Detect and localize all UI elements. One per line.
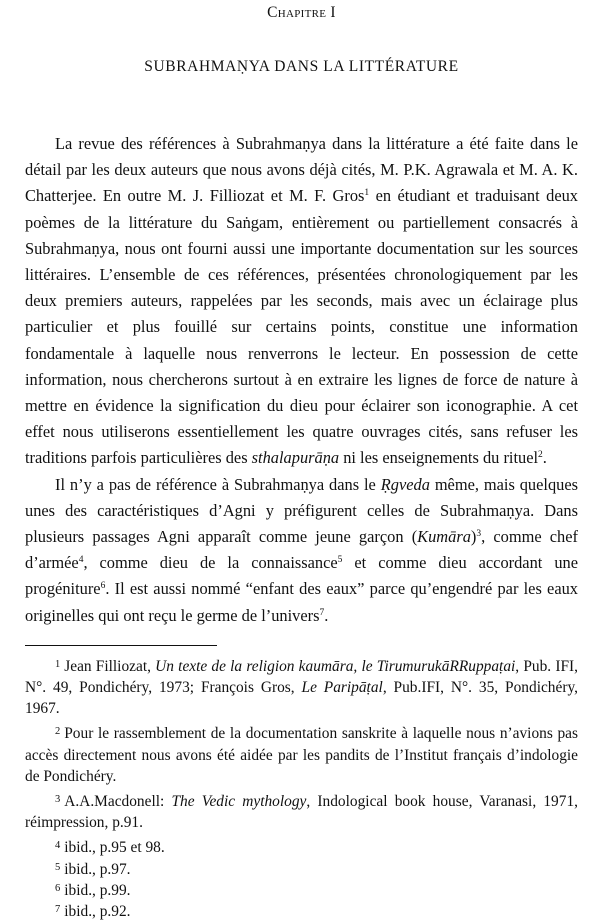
- footnote-ref: 5: [337, 555, 343, 566]
- footnote: [25, 837, 578, 858]
- footnote-ref: 4: [78, 555, 84, 566]
- italic-term: The Vedic mythology: [171, 793, 307, 811]
- footnote: [25, 656, 578, 720]
- text-run: Pour le rassemblement de la documentation sanskrite à laquelle nous n’avions pas accès directement nous avons été aidée par les pandits de l’Institut français d’indologie de Pondichéry.: [25, 725, 578, 785]
- text-run: .: [542, 448, 547, 468]
- footnote-ref: 3: [476, 529, 482, 540]
- paragraph: [25, 131, 578, 472]
- footnote-ref: 7: [319, 607, 325, 618]
- text-run: Jean Filliozat,: [64, 657, 156, 675]
- italic-term: Kumāra: [417, 527, 471, 547]
- italic-term: Le Paripāṭal: [301, 679, 383, 697]
- footnotes: [25, 656, 578, 922]
- footnote-separator: [25, 645, 217, 646]
- text-run: , Pub.IFI, N°. 35, Pondichéry, 1967.: [25, 679, 578, 718]
- footnote-number: 2: [55, 726, 61, 738]
- italic-term: Ṛgveda: [380, 474, 430, 494]
- italic-term: Un texte de la religion kaumāra, le TirumurukāRRuppaṭai: [155, 657, 516, 675]
- text-run: , comme dieu de la connaissance: [83, 553, 338, 573]
- text-run: . Il est aussi nommé “enfant des eaux” parce qu’engendré par les eaux originelles qui ont reçu le germe de l’univers: [25, 579, 578, 625]
- italic-term: sthalapurāṇa: [251, 448, 340, 468]
- text-run: ibid., p.99.: [64, 881, 131, 899]
- footnote: [25, 880, 578, 901]
- footnote-number: 5: [55, 861, 61, 873]
- footnote: [25, 901, 578, 922]
- footnote-ref: 1: [364, 188, 370, 199]
- text-run: Il n’y a pas de référence à Subrahmaṇya dans le: [55, 474, 381, 494]
- text-run: ibid., p.95 et 98.: [64, 839, 165, 857]
- text-run: même, mais quelques unes des caractéristiques d’Agni y préfigurent celles de Subrahmaṇya. Dans plusieurs passages Agni apparaît comme jeune garçon (: [25, 474, 578, 547]
- text-run: La revue des références à Subrahmaṇya dans la littérature a été faite dans le détail par les deux auteurs que nous avons déjà cités, M. P.K. Agrawala et M. A. K. Chatterjee. En outre M. J. Filliozat et M. F. Gros: [25, 134, 578, 206]
- footnote: [25, 723, 578, 787]
- footnote: [25, 859, 578, 880]
- footnote-ref: 2: [538, 450, 543, 461]
- paragraph: [25, 472, 578, 629]
- text-run: ni les enseignements du rituel: [339, 448, 539, 468]
- text-run: , comme chef d’armée: [25, 527, 578, 573]
- footnote-number: 1: [55, 658, 61, 670]
- footnote-number: 6: [55, 882, 61, 894]
- text-run: , Pub. IFI, N°. 49, Pondichéry, 1973; François Gros,: [25, 657, 579, 697]
- chapter-title: SUBRAHMAṆYA DANS LA LITTÉRATURE: [144, 58, 459, 75]
- text-run: A.A.Macdonell:: [64, 793, 172, 811]
- text-run: ibid., p.92.: [64, 903, 131, 921]
- text-run: ): [470, 527, 477, 547]
- chapter-heading: Chapitre I: [267, 4, 336, 21]
- footnote-ref: 6: [100, 581, 106, 592]
- footnote-number: 7: [55, 904, 61, 916]
- text-run: , Indological book house, Varanasi, 1971, réimpression, p.91.: [25, 793, 578, 832]
- body-text: [25, 131, 578, 629]
- footnote: [25, 791, 578, 833]
- footnote-number: 3: [55, 794, 61, 806]
- text-run: et comme dieu accordant une progéniture: [25, 553, 578, 599]
- text-run: .: [324, 605, 329, 625]
- text-run: ibid., p.97.: [64, 860, 131, 878]
- footnote-number: 4: [55, 840, 61, 852]
- text-run: en étudiant et traduisant deux poèmes de la littérature du Saṅgam, entièrement ou partiellement consacrés à Subrahmaṇya, nous ont fourni aussi une importante documentation sur les sources littéraires. L’ensemble de ces références, présentées chronologiquement par les deux premiers auteurs, rappelées par les seconds, mais avec un éclairage plus particulier et plus fouillé sur certains points, constitue une information fondamentale à laquelle nous renverrons le lecteur. En possession de cette information, nous chercherons surtout à en extraire les lignes de force de nature à mettre en évidence la signification du dieu pour éclairer son iconographie. A cet effet nous utiliserons essentiellement les quatre ouvrages cités, sans refuser les traditions parfois particulières des: [25, 186, 578, 468]
